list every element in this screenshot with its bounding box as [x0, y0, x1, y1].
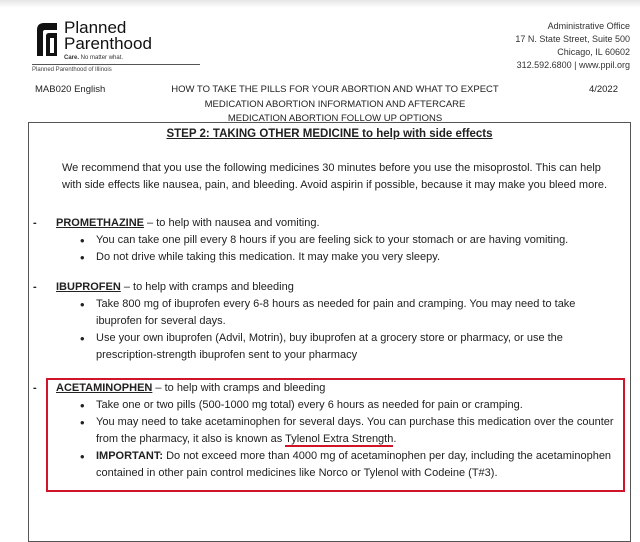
address-line: Chicago, IL 60602 — [557, 47, 630, 57]
highlighted-text: Tylenol Extra Strength — [285, 433, 394, 445]
title-line: HOW TO TAKE THE PILLS FOR YOUR ABORTION AND WHAT TO EXPECT — [171, 84, 499, 95]
planned-parenthood-logo — [33, 20, 152, 66]
address-line: Administrative Office — [547, 21, 630, 31]
address-block — [515, 20, 630, 72]
document-date: 4/2022 — [588, 84, 618, 95]
address-line: 17 N. State Street, Suite 500 — [515, 34, 630, 44]
list-item: • You may need to take acetaminophen for several days. You can purchase this medication over the counter from the pharmacy, it also is known as Tylenol Extra Strength. — [84, 414, 614, 448]
viewer-top-shadow — [0, 0, 640, 8]
logo-divider — [32, 64, 200, 65]
section-heading: PROMETHAZINE – to help with nausea and vomiting. — [56, 217, 320, 229]
list-item: • You can take one pill every 8 hours if you are feeling sick to your stomach or are having vomiting. — [84, 232, 614, 249]
title-line: MEDICATION ABORTION INFORMATION AND AFTERCARE — [204, 98, 466, 110]
logo-tagline: Care. No matter what. — [64, 55, 124, 61]
dash-bullet: - — [33, 217, 37, 229]
list-item: • Take one or two pills (500-1000 mg total) every 6 hours as needed for pain or cramping. — [84, 397, 614, 414]
step-title: STEP 2: TAKING OTHER MEDICINE to help with side effects — [166, 128, 493, 140]
list-item: • Use your own ibuprofen (Advil, Motrin), buy ibuprofen at a grocery store or pharmacy, or use the prescription-strength ibuprofen sent to your pharmacy — [84, 330, 614, 364]
list-item: • Take 800 mg of ibuprofen every 6-8 hours as needed for pain and cramping. You may need to take ibuprofen for several days. — [84, 296, 614, 330]
section-heading: ACETAMINOPHEN – to help with cramps and bleeding — [56, 382, 326, 394]
dash-bullet: - — [33, 382, 37, 394]
logo-line1: Planned — [64, 18, 127, 37]
title-line: MEDICATION ABORTION FOLLOW UP OPTIONS — [227, 113, 443, 124]
document-code: MAB020 English — [35, 84, 106, 95]
address-line: 312.592.6800 | www.ppil.org — [516, 60, 630, 70]
pp-logo-icon — [33, 20, 61, 58]
dash-bullet: - — [33, 281, 37, 293]
logo-line2: Parenthood — [64, 34, 152, 53]
document-titles — [140, 83, 530, 127]
list-item: • IMPORTANT: Do not exceed more than 4000 mg of acetaminophen per day, including the acetaminophen contained in other pain control medicines like Norco or Tylenol with Codeine (T#3). — [84, 448, 614, 482]
list-item: • Do not drive while taking this medication. It may make you very sleepy. — [84, 249, 614, 266]
affiliate-name: Planned Parenthood of Illinois — [32, 67, 112, 73]
intro-paragraph: We recommend that you use the following medicines 30 minutes before you use the misoprostol. This can help with side effects like nausea, pain, and bleeding. Avoid aspirin if possible, because it may make you bleed more. — [62, 162, 608, 191]
step-2-box — [28, 122, 631, 542]
section-heading: IBUPROFEN – to help with cramps and bleeding — [56, 281, 294, 293]
